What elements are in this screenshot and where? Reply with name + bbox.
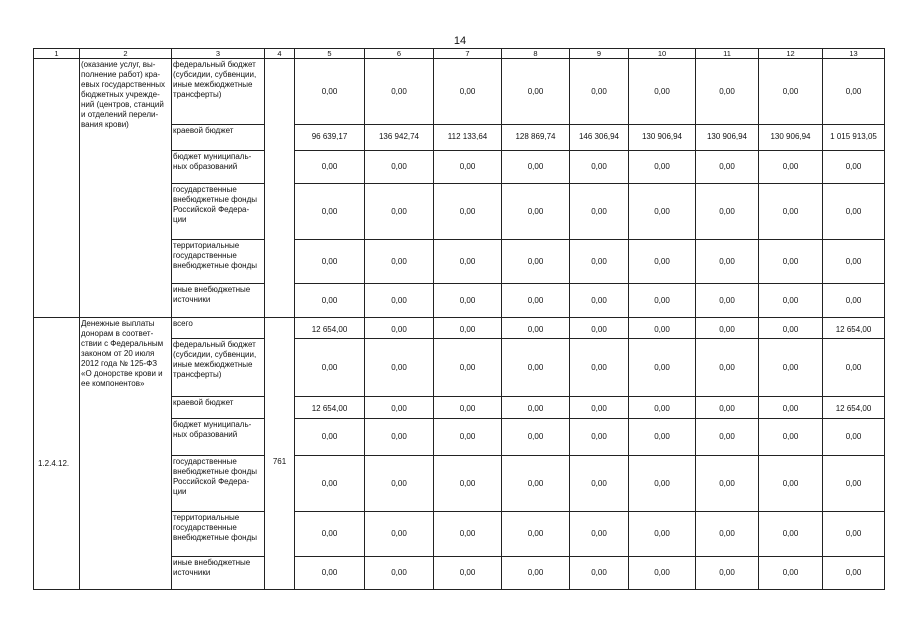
value-cell: 0,00	[696, 557, 759, 590]
value-cell: 0,00	[823, 184, 885, 240]
value-cell: 0,00	[823, 151, 885, 184]
funding-source: территориальные государственные внебюджетные фонды	[172, 240, 265, 284]
value-cell: 0,00	[759, 339, 823, 397]
value-cell: 0,00	[570, 284, 629, 318]
funding-source: иные внебюджетные источники	[172, 284, 265, 318]
value-cell: 0,00	[629, 240, 696, 284]
value-cell: 0,00	[295, 419, 365, 456]
value-cell: 0,00	[570, 397, 629, 419]
value-cell: 0,00	[502, 339, 570, 397]
value-cell: 0,00	[823, 456, 885, 512]
value-cell: 0,00	[570, 456, 629, 512]
value-cell: 0,00	[696, 284, 759, 318]
value-cell: 0,00	[696, 184, 759, 240]
table-row	[34, 318, 885, 339]
value-cell: 0,00	[295, 557, 365, 590]
value-cell: 146 306,94	[570, 125, 629, 151]
value-cell: 0,00	[759, 318, 823, 339]
value-cell: 0,00	[570, 184, 629, 240]
value-cell: 12 654,00	[295, 318, 365, 339]
value-cell: 0,00	[295, 284, 365, 318]
value-cell: 0,00	[696, 240, 759, 284]
value-cell: 0,00	[502, 151, 570, 184]
value-cell: 0,00	[365, 339, 434, 397]
value-cell: 0,00	[759, 512, 823, 557]
value-cell: 0,00	[759, 456, 823, 512]
value-cell: 0,00	[434, 240, 502, 284]
column-header-9: 9	[570, 49, 629, 59]
value-cell: 0,00	[629, 339, 696, 397]
value-cell: 0,00	[823, 419, 885, 456]
value-cell: 0,00	[502, 184, 570, 240]
value-cell: 0,00	[696, 419, 759, 456]
value-cell: 0,00	[759, 151, 823, 184]
value-cell: 0,00	[759, 419, 823, 456]
value-cell: 0,00	[823, 240, 885, 284]
value-cell: 0,00	[434, 419, 502, 456]
value-cell: 0,00	[434, 59, 502, 125]
value-cell: 0,00	[434, 397, 502, 419]
value-cell: 130 906,94	[696, 125, 759, 151]
value-cell: 128 869,74	[502, 125, 570, 151]
value-cell: 0,00	[295, 151, 365, 184]
funding-source: бюджет муниципаль- ных образований	[172, 151, 265, 184]
value-cell: 136 942,74	[365, 125, 434, 151]
value-cell: 0,00	[502, 318, 570, 339]
value-cell: 0,00	[629, 512, 696, 557]
value-cell: 0,00	[570, 151, 629, 184]
value-cell: 0,00	[759, 59, 823, 125]
value-cell: 0,00	[434, 318, 502, 339]
value-cell: 0,00	[823, 284, 885, 318]
value-cell: 0,00	[696, 512, 759, 557]
column-header-13: 13	[823, 49, 885, 59]
funding-source: иные внебюджетные источники	[172, 557, 265, 590]
column-header-8: 8	[502, 49, 570, 59]
value-cell: 0,00	[629, 284, 696, 318]
funding-source: федеральный бюджет (субсидии, субвенции, иные межбюджетные трансферты)	[172, 59, 265, 125]
column-header-1: 1	[34, 49, 80, 59]
value-cell: 12 654,00	[295, 397, 365, 419]
value-cell: 0,00	[434, 151, 502, 184]
value-cell: 0,00	[823, 59, 885, 125]
value-cell: 0,00	[434, 339, 502, 397]
value-cell: 1 015 913,05	[823, 125, 885, 151]
value-cell: 96 639,17	[295, 125, 365, 151]
value-cell: 0,00	[629, 151, 696, 184]
value-cell: 0,00	[502, 557, 570, 590]
value-cell: 0,00	[629, 557, 696, 590]
value-cell: 0,00	[696, 339, 759, 397]
value-cell: 0,00	[629, 318, 696, 339]
funding-source: всего	[172, 318, 265, 339]
value-cell: 130 906,94	[759, 125, 823, 151]
row-description: (оказание услуг, вы- полнение работ) кра- евых государственных бюджетных учрежде- ний (центров, станций и отделений перели- вания крови)	[80, 59, 172, 318]
value-cell: 0,00	[434, 456, 502, 512]
funding-source: краевой бюджет	[172, 397, 265, 419]
value-cell: 0,00	[365, 284, 434, 318]
value-cell: 0,00	[434, 184, 502, 240]
value-cell: 130 906,94	[629, 125, 696, 151]
grbs-code: 761	[265, 318, 295, 590]
row-code	[34, 59, 80, 318]
header-row	[34, 49, 885, 59]
column-header-5: 5	[295, 49, 365, 59]
value-cell: 0,00	[502, 397, 570, 419]
row-code: 1.2.4.12.	[34, 318, 80, 590]
column-header-6: 6	[365, 49, 434, 59]
value-cell: 0,00	[365, 59, 434, 125]
value-cell: 0,00	[295, 59, 365, 125]
value-cell: 0,00	[295, 339, 365, 397]
value-cell: 0,00	[365, 151, 434, 184]
value-cell: 112 133,64	[434, 125, 502, 151]
value-cell: 0,00	[295, 512, 365, 557]
funding-source: бюджет муниципаль- ных образований	[172, 419, 265, 456]
value-cell: 0,00	[434, 512, 502, 557]
value-cell: 0,00	[502, 419, 570, 456]
table-row	[34, 59, 885, 125]
value-cell: 0,00	[570, 557, 629, 590]
value-cell: 0,00	[629, 59, 696, 125]
value-cell: 0,00	[570, 339, 629, 397]
value-cell: 0,00	[696, 397, 759, 419]
value-cell: 0,00	[759, 557, 823, 590]
page-number: 14	[453, 35, 467, 47]
funding-source: краевой бюджет	[172, 125, 265, 151]
grbs-code	[265, 59, 295, 318]
column-header-10: 10	[629, 49, 696, 59]
value-cell: 0,00	[823, 339, 885, 397]
value-cell: 0,00	[365, 240, 434, 284]
value-cell: 12 654,00	[823, 397, 885, 419]
column-header-4: 4	[265, 49, 295, 59]
value-cell: 0,00	[365, 456, 434, 512]
funding-source: государственные внебюджетные фонды Российской Федера- ции	[172, 456, 265, 512]
value-cell: 0,00	[696, 59, 759, 125]
value-cell: 0,00	[823, 512, 885, 557]
value-cell: 0,00	[365, 512, 434, 557]
funding-source: государственные внебюджетные фонды Российской Федера- ции	[172, 184, 265, 240]
value-cell: 0,00	[295, 240, 365, 284]
column-header-2: 2	[80, 49, 172, 59]
value-cell: 0,00	[629, 419, 696, 456]
value-cell: 0,00	[759, 240, 823, 284]
value-cell: 0,00	[434, 284, 502, 318]
value-cell: 0,00	[502, 512, 570, 557]
value-cell: 0,00	[759, 397, 823, 419]
value-cell: 0,00	[570, 59, 629, 125]
value-cell: 0,00	[365, 419, 434, 456]
value-cell: 0,00	[502, 284, 570, 318]
value-cell: 0,00	[502, 59, 570, 125]
value-cell: 0,00	[502, 240, 570, 284]
value-cell: 0,00	[696, 318, 759, 339]
value-cell: 0,00	[823, 557, 885, 590]
row-description: Денежные выплаты донорам в соответ- ствии с Федеральным законом от 20 июля 2012 года № 125-ФЗ «О донорстве крови и ее компонентов»	[80, 318, 172, 590]
value-cell: 0,00	[434, 557, 502, 590]
funding-source: федеральный бюджет (субсидии, субвенции, иные межбюджетные трансферты)	[172, 339, 265, 397]
column-header-3: 3	[172, 49, 265, 59]
value-cell: 0,00	[759, 184, 823, 240]
value-cell: 0,00	[629, 184, 696, 240]
value-cell: 0,00	[365, 397, 434, 419]
value-cell: 0,00	[570, 240, 629, 284]
funding-source: территориальные государственные внебюджетные фонды	[172, 512, 265, 557]
value-cell: 0,00	[365, 318, 434, 339]
value-cell: 0,00	[629, 397, 696, 419]
column-header-12: 12	[759, 49, 823, 59]
value-cell: 0,00	[570, 419, 629, 456]
value-cell: 0,00	[570, 512, 629, 557]
value-cell: 0,00	[365, 184, 434, 240]
value-cell: 0,00	[696, 456, 759, 512]
value-cell: 0,00	[759, 284, 823, 318]
value-cell: 0,00	[295, 456, 365, 512]
value-cell: 0,00	[502, 456, 570, 512]
value-cell: 12 654,00	[823, 318, 885, 339]
value-cell: 0,00	[629, 456, 696, 512]
column-header-11: 11	[696, 49, 759, 59]
value-cell: 0,00	[570, 318, 629, 339]
value-cell: 0,00	[696, 151, 759, 184]
value-cell: 0,00	[295, 184, 365, 240]
budget-table	[33, 48, 885, 590]
column-header-7: 7	[434, 49, 502, 59]
value-cell: 0,00	[365, 557, 434, 590]
